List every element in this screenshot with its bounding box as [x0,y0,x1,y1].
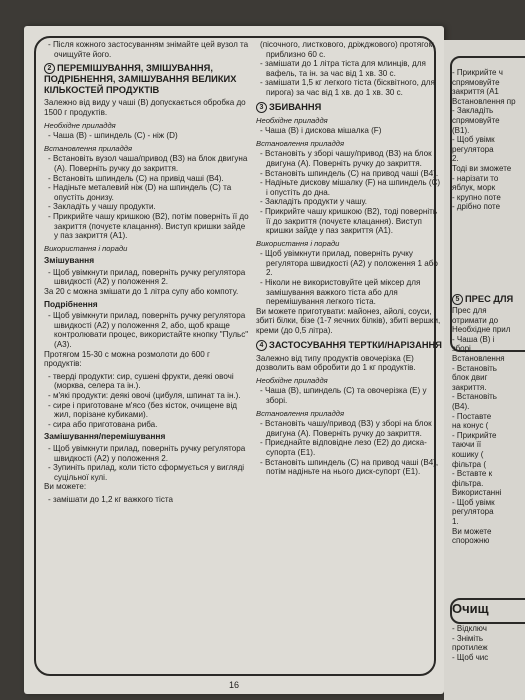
facing-page-line: - Встановіть [452,392,497,402]
tools-label: Необхідне приладдя [256,375,328,385]
manual-page [24,26,444,694]
facing-page-column [452,68,525,212]
facing-page-line: - Щоб увімк [452,135,495,145]
facing-page [444,40,525,700]
facing-page-line: - Відключ [452,624,487,633]
facing-page-line: блок двиг [452,373,488,383]
install-item: - Встановіть шпиндель (C) на привод чаші (B4), потім надіньте на нього диск-супорт (E1). [260,457,439,477]
section-number-badge: 5 [452,294,463,305]
chop-text: Протягом 15-30 с можна розмолоти до 600 г продуктів: [44,349,210,369]
facing-page-line: зборі [452,344,471,354]
tools-item: - Чаша (B), шпиндель (C) та овочерізка (E) у зборі. [260,386,427,405]
usage-item: - Ніколи не використовуйте цей міксер для замішування важкого тіста або для перемішування легкого тіста. [260,278,421,307]
section-number-badge: 4 [256,340,267,351]
intro-text: - Після кожного застосуванням знімайте цей вузол та очищуйте його. [48,40,249,59]
facing-section-title: ПРЕС ДЛЯ [465,294,514,304]
facing-page-line: спрямовуйте [452,115,500,125]
install-item: - Прикрийте чашу кришкою (B2), тоді поверніть її до закриття (почуєте клацання). Виступ кришки зайде у паз закриття (A1). [260,206,438,236]
chop-list-item: - сире і приготоване м'ясо (без кісток, очищене від жил, порізане кубиками). [48,400,237,420]
facing-page-line: - дрібно поте [452,202,501,212]
facing-page-line: (B1). [452,125,470,135]
install-item: - Закладіть у чашу продукти. [48,202,156,212]
facing-page-line: регулятора [452,507,494,517]
mix-title: Змішування [44,255,95,266]
facing-page-line: 1. [452,517,459,527]
cont-item: - замішати до 1 літра тіста для млинців, для вафель, та ін. за час від 1 хв. 30 с. [260,59,426,78]
facing-page-line: закриття (A1 [452,87,499,97]
facing-page-line: - Щоб увімк [452,497,495,507]
section-3-title: ЗБИВАННЯ [269,101,322,112]
section-number-badge: 3 [256,102,267,113]
section-2-intro: Залежно від виду у чаші (B) допускається обробка до 1500 г продуктів. [44,98,246,117]
chop-list-item: - тверді продукти: сир, сушені фрукти, деякі овочі (морква, селера та ін.). [48,371,234,391]
install-item: - Приєднайте відповідне лезо (E2) до диска-супорта (E1). [260,438,427,457]
knead-last-item: - замішати до 1,2 кг важкого тіста [48,494,173,504]
section-4-title: ЗАСТОСУВАННЯ ТЕРТКИ/НАРІЗАННЯ [269,339,442,350]
right-column [256,40,442,477]
facing-page-line: - Зніміть [452,633,484,643]
install-item: - Встановіть шпиндель (C) на привод чаші (B4). [260,168,439,178]
usage-text: Ви можете приготувати: майонез, айолі, соуси, збиті білки, бізе (1-7 яєчних білків), збиті вершки, креми (до 0,5 літра). [256,306,441,336]
facing-page-line: - Чаша (B) і [452,334,495,344]
section-2-heading [44,63,249,95]
knead-text: Ви можете: [44,482,87,492]
facing-page-line: спрямовуйте [452,77,500,87]
facing-page-line: закриття. [452,382,487,392]
knead-title: Замішування/перемішування [44,431,166,442]
facing-page-line: протилеж [452,643,488,653]
section-3-heading [256,102,442,113]
facing-section-heading [452,294,525,305]
section-4-text: Залежно від типу продуктів овочерізка (E) дозволить вам обробити до 1 кг продуктів. [256,353,416,373]
facing-page-line: - Вставте к [452,469,493,479]
install-item: - Встановіть у зборі чашу/привод (B3) на блок двигуна (A). Поверніть ручку до закриття. [260,149,432,168]
usage-label: Використання і поради [256,238,340,248]
install-item: - Закладіть продукти у чашу. [260,197,367,207]
cont-item: - замішати 1,5 кг легкого тіста (бісквітного, для пирога) за час від 1 хв. до 1 хв. 30 с. [260,78,435,97]
facing-page-line: фільтра ( [452,459,487,469]
facing-page-line: фільтра. [452,478,484,488]
facing-page-line: отримати до [452,315,499,325]
install-label: Встановлення приладдя [256,408,345,418]
install-item: - Надіньте дискову мішалку (F) на шпиндель (C) і опустіть до дна. [260,178,441,197]
section-2-title: ПЕРЕМІШУВАННЯ, ЗМІШУВАННЯ, ПОДРІБНЕННЯ, ЗАМІШУВАННЯ ВЕЛИКИХ КІЛЬКОСТЕЙ ПРОДУКТІВ [44,63,237,95]
facing-page-line: - нарізати то [452,173,499,183]
facing-page-line: Встановлення [452,353,505,363]
cont-item: (пісочного, листкового, дріжджового) протягом приблизно 60 с. [260,40,435,59]
facing-page-line: на конус ( [452,421,489,431]
install-label: Встановлення приладдя [44,143,133,153]
facing-page-line: Використанні [452,488,502,498]
tools-label: Необхідне приладдя [44,120,116,130]
section-4-heading [256,340,442,351]
facing-page-line: Встановлення пр [452,96,516,106]
facing-page-line: Тоді ви зможете [452,163,512,173]
facing-page-line: - Закладіть [452,106,494,116]
usage-item: - Щоб увімкнути прилад, поверніть ручку регулятора швидкості (A2) у положення 1 або 2. [260,249,438,278]
chop-item: - Щоб увімкнути прилад, поверніть ручку регулятора швидкості (A2) у положення 2, або, щоб краще контролювати процес, використайте кнопку "Пульс" (A3). [48,311,249,350]
page-number: 16 [229,680,240,690]
tools-item: - Чаша (B) і дискова мішалка (F) [260,126,382,136]
facing-page-line: - Щоб чис [452,652,489,662]
facing-page-line: кошику ( [452,449,484,459]
chop-list-item: - сира або приготована риба. [48,419,158,429]
facing-page-column-3 [452,624,525,662]
mix-item: - Щоб увімкнути прилад, поверніть ручку регулятора швидкості (A2) у положення 2. [48,267,246,287]
section-number-badge: 2 [44,63,55,74]
chop-list-item: - м'які продукти: деякі овочі (цибуля, шпинат та ін.). [48,391,241,400]
facing-page-line: яблук, морк [452,183,496,193]
facing-page-line: 2. [452,154,459,164]
facing-page-line: регулятора [452,144,494,154]
install-item: - Встановіть вузол чаша/привод (B3) на блок двигуна (A). Поверніть ручку до закриття. [48,154,248,173]
left-column [44,40,249,505]
install-item: - Встановіть шпиндель (C) на привід чаші (B4). [48,173,224,183]
install-label: Встановлення приладдя [256,138,345,148]
tools-item: - Чаша (B) - шпиндель (C) - ніж (D) [48,131,178,141]
mix-text: За 20 с можна змішати до 1 літра супу або компоту. [44,287,239,297]
install-item: - Прикрийте чашу кришкою (B2), потім поверніть її до закриття (почуєте клацання). Виступ кришки зайде у паз закриття (A1). [48,211,249,241]
knead-item: - Зупиніть прилад, коли тісто сформується у вигляді суцільної кулі. [48,463,245,482]
facing-page-column-2 [452,306,525,546]
install-item: - Надіньте металевий ніж (D) на шпиндель (C) та опустіть донизу. [48,183,232,202]
facing-page-line: Необхідне прил [452,325,511,335]
chop-title: Подрібнення [44,298,98,309]
facing-page-line: - Прикрийте ч [452,68,503,77]
knead-item: - Щоб увімкнути прилад, поверніть ручку регулятора швидкості (A2) у положення 2. [48,443,246,463]
facing-page-line: Прес для [452,306,487,315]
install-item: - Встановіть чашу/привод (B3) у зборі на блок двигуна (A). Поверніть ручку до закриття. [260,419,432,438]
facing-page-line: - Прикрийте [452,430,497,440]
tools-label: Необхідне приладдя [256,115,328,125]
facing-page-line: таючи її [452,440,482,450]
facing-page-line: - Поставте [452,411,492,421]
facing-page-line: Ви можете [452,526,492,536]
facing-page-line: спорожню [452,536,490,546]
facing-page-line: (B4). [452,401,470,411]
facing-page-line: - Встановіть [452,363,497,373]
usage-label: Використання і поради [44,243,128,253]
cleaning-title: Очищ [452,601,489,616]
facing-page-line: - крупно поте [452,192,501,202]
